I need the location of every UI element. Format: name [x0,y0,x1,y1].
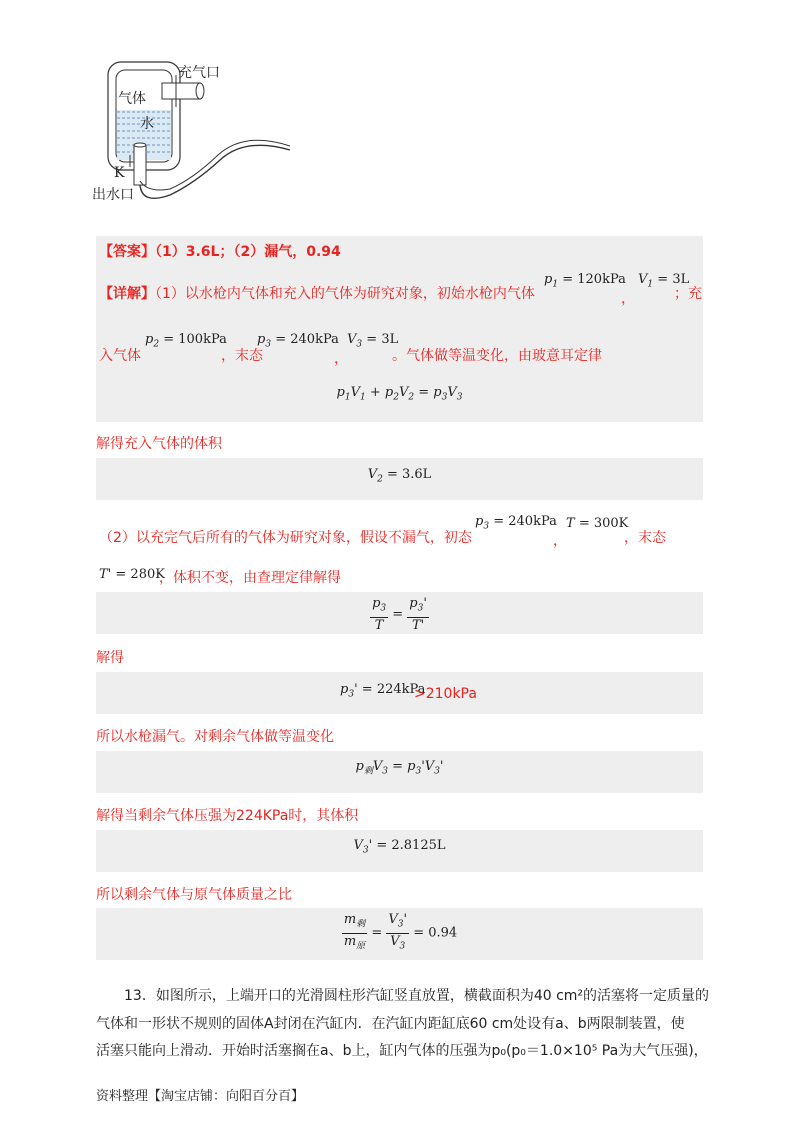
v3-prime-value: 2.8125L [391,838,446,853]
part2-line-2: ，体积不变，由查理定律解得 [159,570,341,586]
label-valve: K [114,165,125,181]
leak-text: 所以水枪漏气。对剩余气体做等温变化 [96,729,334,745]
problem13-line-1: 13．如图所示，上端开口的光滑圆柱形汽缸竖直放置，横截面积为40 cm²的活塞将一定质量的 [124,988,710,1004]
label-inlet: 充气口 [178,65,220,81]
comma-3: ， [553,533,567,549]
label-gas: 气体 [118,91,146,107]
formula-p3: $p_3 = 240kPa$ [257,332,339,350]
formula-p2: $p_2 = 100kPa$ [145,332,227,350]
ratio-text: 所以剩余气体与原气体质量之比 [96,887,292,903]
formula-v3: $V_3 = 3L$ [347,332,399,350]
label-outlet: 出水口 [92,187,134,203]
comma-1: ， [621,291,635,307]
answer-tag: 【答案】 [99,244,155,260]
p1-value: 120kPa [577,272,626,287]
comma-2: ， [334,351,348,367]
T-value: 300K [593,516,629,531]
v2-value: 3.6L [402,467,432,482]
formula-v1: $V_1 = 3L$ [638,272,690,290]
solve-v3-text: 解得当剩余气体压强为224KPa时，其体积 [96,808,359,824]
end-state: ，末态 [221,348,263,364]
detail-tag: 【详解】 [99,286,155,302]
v2-equation: $V_2 = 3.6L$ [367,467,432,485]
detail-text-1: （1）以水枪内气体和充入的气体为研究对象，初始水枪内气体 [155,286,535,302]
v3-value: 3L [381,332,399,347]
answer-text: （1）3.6L；（2）漏气，0.94 [155,244,341,260]
p3-value: 240kPa [290,332,339,347]
solve-p3-text: 解得 [96,650,124,666]
charles-equation: $\frac{p_3}{T}$ = $\frac{p_3'}{T'}$ [372,596,427,633]
v3-prime-equation: $V_3' = 2.8125L$ [353,838,446,856]
answer-line [99,241,341,261]
T2-value: 280K [130,567,165,582]
ratio-value: 0.94 [428,925,458,941]
p3-compare: >210kPa [414,686,477,702]
formula-T: T = 300K [566,516,629,531]
p2-value: 100kPa [178,332,227,347]
detail-line-2-tail: 。气体做等温变化，由玻意耳定律 [392,348,602,364]
label-water: 水 [140,116,154,132]
formula-p1: $p_1 = 120kPa$ [544,272,626,290]
solve-v2-text: 解得充入气体的体积 [96,436,222,452]
v1-value: 3L [672,272,690,287]
detail-fill: ；充 [674,286,702,302]
detail-line-2-start: 入气体 [99,348,141,364]
p3-prime-equation: $p_3' = 224kPa$ [340,682,426,700]
problem13-line-3: 活塞只能向上滑动．开始时活塞搁在a、b上，缸内气体的压强为p₀(p₀＝1.0×10⁵ Pa为大气压强)， [96,1043,708,1059]
ratio-equation: $\frac{m_剩}{m_原}$ = $\frac{V_3'}{V_3}$ = 0.94 [343,912,458,952]
part2-line-1: （2）以充完气后所有的气体为研究对象，假设不漏气，初态 [99,530,472,546]
formula-part2-p3: $p_3 = 240kPa$ [475,514,557,532]
p3-prime-value: 224kPa [376,682,426,697]
part2-p3-value: 240kPa [508,514,557,529]
footer-credit: 资料整理【淘宝店铺：向阳百分百】 [96,1089,305,1104]
boyle-equation: $p_1V_1 + p_2V_2 = p_3V_3$ [336,385,463,403]
formula-T2: T' = 280K [99,567,165,582]
leak-equation: $p_剩V_3 = p_3'V_3'$ [355,759,444,777]
part2-end-state: ，末态 [624,530,666,546]
problem13-line-2: 气体和一形状不规则的固体A封闭在汽缸内．在汽缸内距缸底60 cm处设有a、b两限制装置，使 [96,1016,685,1032]
detail-line-1 [99,283,535,303]
